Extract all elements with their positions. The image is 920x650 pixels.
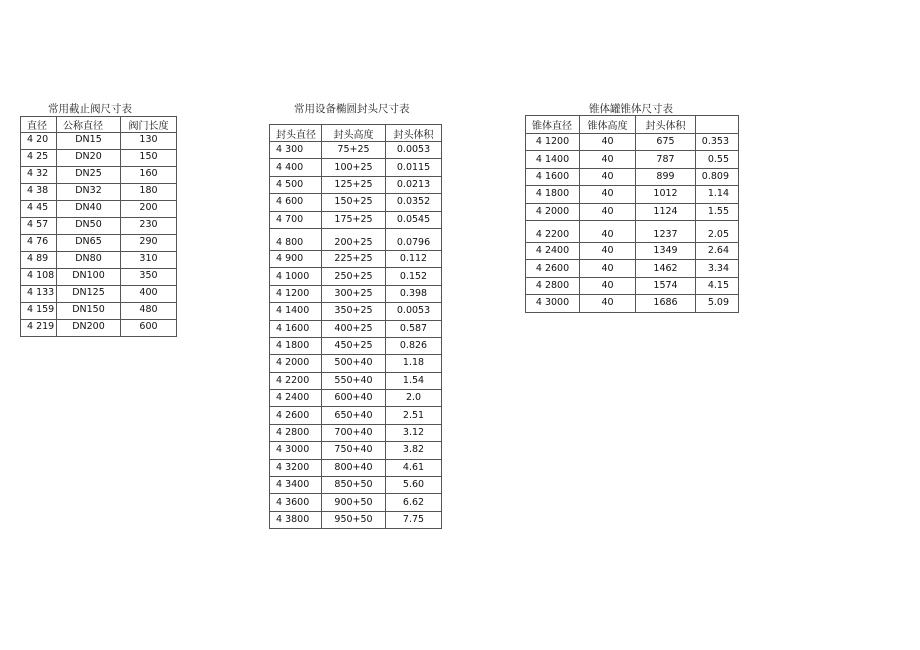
- table-cell: 4 3600: [270, 494, 322, 511]
- table-cell: 1.55: [696, 203, 739, 220]
- table-cell: 1.54: [386, 372, 442, 389]
- table-cell: DN25: [57, 167, 121, 184]
- table-cell: 0.398: [386, 285, 442, 302]
- table-cell: 4 1400: [526, 151, 580, 168]
- table-row: [270, 424, 442, 441]
- table-cell: 0.152: [386, 268, 442, 285]
- table-cell: 480: [121, 303, 177, 320]
- table-cell: 1012: [636, 186, 696, 203]
- table-cell: 750+40: [322, 442, 386, 459]
- table-cell: 0.0213: [386, 176, 442, 193]
- table-cell: 4 600: [270, 194, 322, 211]
- table-row: [270, 494, 442, 511]
- table-cell: 1349: [636, 242, 696, 259]
- table-cell: 4 1600: [270, 320, 322, 337]
- table1-title: 常用截止阀尺寸表: [48, 103, 132, 115]
- table-cell: 900+50: [322, 494, 386, 511]
- table-cell: 100+25: [322, 159, 386, 176]
- table-row: [270, 407, 442, 424]
- column-header: [696, 116, 739, 134]
- table-row: [526, 277, 739, 294]
- column-header: 封头体积: [386, 125, 442, 142]
- table-header-row: [526, 116, 739, 134]
- table-cell: 600+40: [322, 390, 386, 407]
- table-cell: 4 133: [21, 286, 57, 303]
- table-cell: 4 2600: [526, 260, 580, 277]
- table-row: [270, 390, 442, 407]
- table-cell: 0.55: [696, 151, 739, 168]
- table-cell: 4 159: [21, 303, 57, 320]
- gate-valve-size-table: [20, 116, 177, 337]
- table-header-row: [21, 117, 177, 133]
- table-cell: 0.112: [386, 250, 442, 267]
- table-cell: 4.61: [386, 459, 442, 476]
- table-cell: 4 3800: [270, 511, 322, 528]
- table-row: [21, 218, 177, 235]
- table-cell: 4 45: [21, 201, 57, 218]
- table-row: [270, 176, 442, 193]
- table-row: [270, 194, 442, 211]
- table-cell: 450+25: [322, 337, 386, 354]
- table-row: [21, 252, 177, 269]
- table-row: [21, 184, 177, 201]
- table-cell: DN32: [57, 184, 121, 201]
- table-cell: 6.62: [386, 494, 442, 511]
- table-cell: DN100: [57, 269, 121, 286]
- table-row: [21, 320, 177, 337]
- table-cell: 1.18: [386, 355, 442, 372]
- table-cell: 1.14: [696, 186, 739, 203]
- table-cell: 4 2000: [270, 355, 322, 372]
- table-row: [270, 250, 442, 267]
- table-cell: 1574: [636, 277, 696, 294]
- table-cell: 150+25: [322, 194, 386, 211]
- table-cell: 160: [121, 167, 177, 184]
- table-cell: DN150: [57, 303, 121, 320]
- table-cell: 0.587: [386, 320, 442, 337]
- table-row: [270, 355, 442, 372]
- table-row: [526, 168, 739, 185]
- table-row: [270, 303, 442, 320]
- table-cell: 0.0796: [386, 228, 442, 250]
- table-cell: 850+50: [322, 477, 386, 494]
- table-cell: 0.353: [696, 134, 739, 151]
- table-cell: 400+25: [322, 320, 386, 337]
- table-row: [526, 220, 739, 242]
- table-cell: 4 1200: [526, 134, 580, 151]
- table-cell: 350+25: [322, 303, 386, 320]
- table-row: [270, 159, 442, 176]
- table-cell: 200: [121, 201, 177, 218]
- table-cell: 4 400: [270, 159, 322, 176]
- table-cell: 180: [121, 184, 177, 201]
- table-cell: 0.0053: [386, 142, 442, 159]
- table-cell: 0.0053: [386, 303, 442, 320]
- table-row: [270, 268, 442, 285]
- table-cell: DN20: [57, 150, 121, 167]
- table-row: [21, 167, 177, 184]
- table-row: [21, 303, 177, 320]
- table-row: [526, 134, 739, 151]
- table-row: [21, 286, 177, 303]
- table-cell: 130: [121, 133, 177, 150]
- table-cell: 600: [121, 320, 177, 337]
- table-cell: 290: [121, 235, 177, 252]
- table-cell: 2.51: [386, 407, 442, 424]
- column-header: 直径: [21, 117, 57, 133]
- table-cell: 0.0115: [386, 159, 442, 176]
- table-cell: 4 900: [270, 250, 322, 267]
- table-cell: 4 2200: [526, 220, 580, 242]
- table-cell: 4 3200: [270, 459, 322, 476]
- table-cell: 1462: [636, 260, 696, 277]
- table-cell: 4 2200: [270, 372, 322, 389]
- table-cell: 40: [580, 220, 636, 242]
- table-row: [270, 337, 442, 354]
- table-cell: 550+40: [322, 372, 386, 389]
- table-cell: 0.826: [386, 337, 442, 354]
- table-row: [270, 442, 442, 459]
- table-row: [526, 151, 739, 168]
- table-cell: 4 20: [21, 133, 57, 150]
- table-cell: 4.15: [696, 277, 739, 294]
- table-row: [526, 260, 739, 277]
- table-cell: 4 38: [21, 184, 57, 201]
- table-cell: 4 1800: [526, 186, 580, 203]
- table-cell: 4 2800: [270, 424, 322, 441]
- table-cell: 675: [636, 134, 696, 151]
- table-cell: 4 700: [270, 211, 322, 228]
- table-cell: 4 57: [21, 218, 57, 235]
- table-cell: DN200: [57, 320, 121, 337]
- table-cell: DN65: [57, 235, 121, 252]
- table-row: [270, 228, 442, 250]
- table-cell: 4 2400: [526, 242, 580, 259]
- table-cell: 3.12: [386, 424, 442, 441]
- column-header: 锥体高度: [580, 116, 636, 134]
- table-cell: 40: [580, 134, 636, 151]
- table-cell: 899: [636, 168, 696, 185]
- table-cell: 310: [121, 252, 177, 269]
- table-cell: 40: [580, 295, 636, 312]
- table-row: [526, 203, 739, 220]
- table-row: [270, 285, 442, 302]
- table-row: [21, 201, 177, 218]
- table-cell: 4 32: [21, 167, 57, 184]
- table-cell: 40: [580, 242, 636, 259]
- table-cell: 4 800: [270, 228, 322, 250]
- table-cell: 75+25: [322, 142, 386, 159]
- table-cell: DN40: [57, 201, 121, 218]
- table-cell: 1124: [636, 203, 696, 220]
- table-cell: 350: [121, 269, 177, 286]
- table-cell: 4 3400: [270, 477, 322, 494]
- table-cell: 150: [121, 150, 177, 167]
- table-cell: 4 500: [270, 176, 322, 193]
- table-cell: 4 2800: [526, 277, 580, 294]
- table-cell: 5.60: [386, 477, 442, 494]
- table-cell: 0.0545: [386, 211, 442, 228]
- table-cell: 800+40: [322, 459, 386, 476]
- table-row: [21, 133, 177, 150]
- table-cell: DN80: [57, 252, 121, 269]
- table-cell: 4 1000: [270, 268, 322, 285]
- table-cell: 4 76: [21, 235, 57, 252]
- table3-title: 锥体罐锥体尺寸表: [589, 103, 673, 115]
- column-header: 公称直径: [57, 117, 121, 133]
- table-cell: 2.64: [696, 242, 739, 259]
- elliptical-head-size-table: [269, 124, 442, 529]
- table-row: [21, 235, 177, 252]
- table-cell: 4 3000: [526, 295, 580, 312]
- table-row: [526, 242, 739, 259]
- table-cell: 125+25: [322, 176, 386, 193]
- table-cell: 225+25: [322, 250, 386, 267]
- column-header: 封头高度: [322, 125, 386, 142]
- table-row: [21, 269, 177, 286]
- table-cell: 7.75: [386, 511, 442, 528]
- table-cell: 40: [580, 186, 636, 203]
- table-cell: 4 25: [21, 150, 57, 167]
- table-cell: 4 1800: [270, 337, 322, 354]
- table-cell: 3.82: [386, 442, 442, 459]
- table-cell: 40: [580, 203, 636, 220]
- cone-tank-size-table: [525, 115, 739, 313]
- table-cell: 4 108: [21, 269, 57, 286]
- table-row: [270, 459, 442, 476]
- table-row: [270, 211, 442, 228]
- table-row: [270, 320, 442, 337]
- table-cell: DN15: [57, 133, 121, 150]
- table-cell: 40: [580, 168, 636, 185]
- column-header: 封头体积: [636, 116, 696, 134]
- table-row: [21, 150, 177, 167]
- table-cell: 0.0352: [386, 194, 442, 211]
- column-header: 锥体直径: [526, 116, 580, 134]
- table-cell: 1686: [636, 295, 696, 312]
- table-cell: 4 89: [21, 252, 57, 269]
- table-row: [270, 372, 442, 389]
- table-cell: 4 1400: [270, 303, 322, 320]
- table-cell: DN50: [57, 218, 121, 235]
- column-header: 封头直径: [270, 125, 322, 142]
- table-cell: 1237: [636, 220, 696, 242]
- table-cell: 3.34: [696, 260, 739, 277]
- table-cell: DN125: [57, 286, 121, 303]
- table2-title: 常用设备椭圆封头尺寸表: [294, 103, 410, 115]
- table-cell: 200+25: [322, 228, 386, 250]
- table-cell: 250+25: [322, 268, 386, 285]
- table-cell: 40: [580, 151, 636, 168]
- table-cell: 40: [580, 260, 636, 277]
- table-cell: 4 2000: [526, 203, 580, 220]
- table-cell: 4 219: [21, 320, 57, 337]
- table-cell: 230: [121, 218, 177, 235]
- column-header: 阀门长度: [121, 117, 177, 133]
- table-cell: 400: [121, 286, 177, 303]
- table-cell: 4 1200: [270, 285, 322, 302]
- table-cell: 650+40: [322, 407, 386, 424]
- table-cell: 2.05: [696, 220, 739, 242]
- table-cell: 0.809: [696, 168, 739, 185]
- table-cell: 300+25: [322, 285, 386, 302]
- table-cell: 950+50: [322, 511, 386, 528]
- table-cell: 4 1600: [526, 168, 580, 185]
- table-cell: 2.0: [386, 390, 442, 407]
- table-cell: 4 300: [270, 142, 322, 159]
- table-cell: 500+40: [322, 355, 386, 372]
- table-cell: 5.09: [696, 295, 739, 312]
- table-cell: 787: [636, 151, 696, 168]
- table-cell: 4 2400: [270, 390, 322, 407]
- table-row: [270, 477, 442, 494]
- table-row: [270, 142, 442, 159]
- table-header-row: [270, 125, 442, 142]
- table-cell: 40: [580, 277, 636, 294]
- table-cell: 175+25: [322, 211, 386, 228]
- table-cell: 700+40: [322, 424, 386, 441]
- table-row: [526, 295, 739, 312]
- table-cell: 4 3000: [270, 442, 322, 459]
- table-row: [526, 186, 739, 203]
- table-row: [270, 511, 442, 528]
- table-cell: 4 2600: [270, 407, 322, 424]
